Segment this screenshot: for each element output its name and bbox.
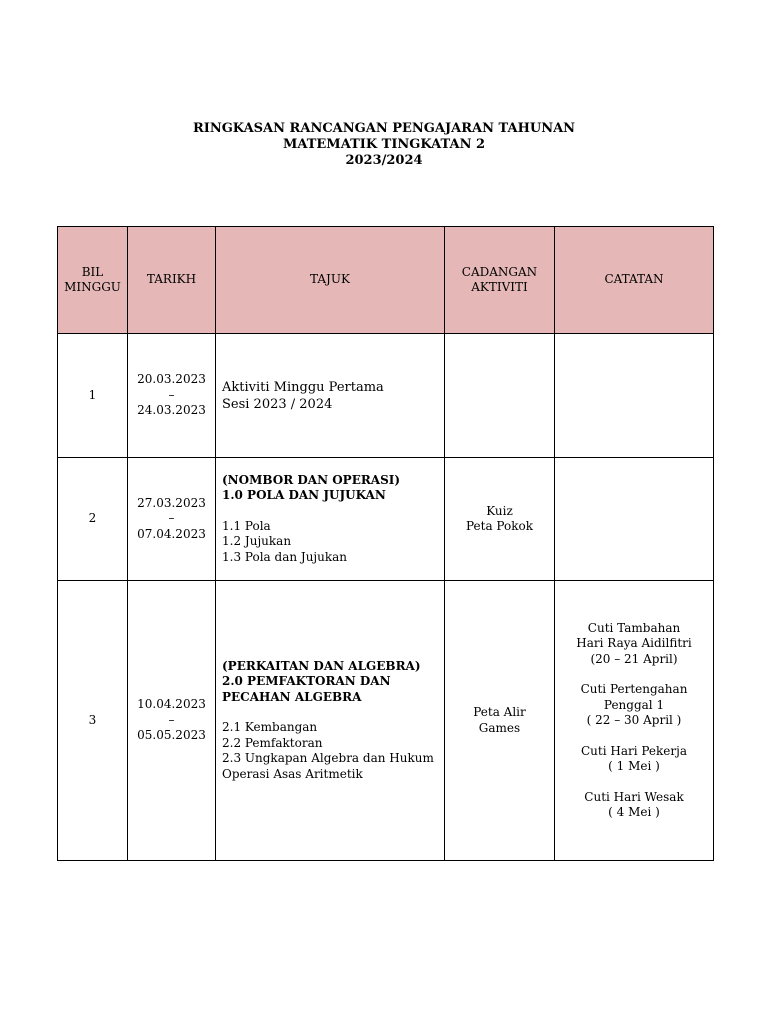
date-end: 05.05.2023 xyxy=(137,728,206,743)
cell-bil: 3 xyxy=(58,581,128,861)
subtopic: 1.1 Pola xyxy=(222,518,271,533)
catatan-line: (20 – 21 April) xyxy=(590,651,678,666)
tajuk-line: Aktiviti Minggu Pertama xyxy=(222,379,384,395)
tajuk-heading: (NOMBOR DAN OPERASI) xyxy=(222,472,401,487)
table-header-row xyxy=(58,227,714,334)
catatan-line: ( 4 Mei ) xyxy=(608,805,660,819)
catatan-line: Cuti Hari Wesak xyxy=(584,789,684,804)
tajuk-heading: 2.0 PEMFAKTORAN DAN xyxy=(222,674,391,689)
title-line-2: MATEMATIK TINGKATAN 2 xyxy=(282,137,486,152)
header-bil-line1: BIL xyxy=(81,264,104,279)
header-catatan: CATATAN xyxy=(555,227,714,334)
cell-aktiviti xyxy=(445,334,555,458)
cell-catatan xyxy=(555,458,714,581)
date-separator: – xyxy=(168,511,175,526)
aktiviti-item: Games xyxy=(478,720,521,735)
catatan-line: ( 22 – 30 April ) xyxy=(586,713,682,727)
cell-tajuk xyxy=(216,581,445,861)
header-cadangan-aktiviti xyxy=(445,227,555,334)
aktiviti-item: Peta Alir xyxy=(473,705,526,719)
lesson-plan-table xyxy=(57,226,714,861)
subtopic: 1.2 Jujukan xyxy=(222,534,292,549)
cell-aktiviti xyxy=(445,581,555,861)
header-tarikh: TARIKH xyxy=(128,227,216,334)
aktiviti-item: Peta Pokok xyxy=(465,519,533,533)
cell-tarikh xyxy=(128,334,216,458)
subtopic: Operasi Asas Aritmetik xyxy=(222,766,363,781)
catatan-line: Hari Raya Aidilfitri xyxy=(576,636,692,650)
cell-tajuk xyxy=(216,458,445,581)
tajuk-line: Sesi 2023 / 2024 xyxy=(222,396,333,412)
table-row xyxy=(58,581,714,861)
subtopic: 2.1 Kembangan xyxy=(222,720,318,735)
subtopic: 1.3 Pola dan Jujukan xyxy=(222,549,348,564)
catatan-line: Cuti Hari Pekerja xyxy=(580,743,687,758)
tajuk-heading: 1.0 POLA DAN JUJUKAN xyxy=(222,488,386,503)
date-start: 20.03.2023 xyxy=(137,372,206,387)
title-line-3: 2023/2024 xyxy=(345,153,423,168)
tajuk-heading: (PERKAITAN DAN ALGEBRA) xyxy=(222,658,421,673)
cell-catatan xyxy=(555,581,714,861)
cell-aktiviti xyxy=(445,458,555,581)
catatan-line: Cuti Tambahan xyxy=(587,620,681,635)
cell-bil: 1 xyxy=(58,334,128,458)
header-bil-line2: MINGGU xyxy=(64,280,121,294)
table-row xyxy=(58,458,714,581)
date-start: 10.04.2023 xyxy=(137,697,206,712)
cell-tarikh xyxy=(128,581,216,861)
tajuk-heading: PECAHAN ALGEBRA xyxy=(222,689,362,704)
subtopic: 2.3 Ungkapan Algebra dan Hukum xyxy=(222,751,434,766)
date-start: 27.03.2023 xyxy=(137,495,206,510)
date-end: 24.03.2023 xyxy=(137,403,206,418)
cell-tarikh xyxy=(128,458,216,581)
date-separator: – xyxy=(168,387,175,402)
aktiviti-item: Kuiz xyxy=(486,503,513,518)
table-row xyxy=(58,334,714,458)
date-separator: – xyxy=(168,712,175,727)
document-title xyxy=(0,121,768,169)
catatan-line: Penggal 1 xyxy=(603,697,665,712)
header-cadangan-line1: CADANGAN xyxy=(461,264,538,279)
date-end: 07.04.2023 xyxy=(137,526,206,541)
header-tajuk: TAJUK xyxy=(216,227,445,334)
cell-bil: 2 xyxy=(58,458,128,581)
header-bil-minggu xyxy=(58,227,128,334)
title-line-1: RINGKASAN RANCANGAN PENGAJARAN TAHUNAN xyxy=(192,121,576,136)
catatan-line: ( 1 Mei ) xyxy=(608,759,660,773)
cell-catatan xyxy=(555,334,714,458)
cell-tajuk xyxy=(216,334,445,458)
subtopic: 2.2 Pemfaktoran xyxy=(222,735,323,750)
header-cadangan-line2: AKTIVITI xyxy=(471,280,528,294)
catatan-line: Cuti Pertengahan xyxy=(580,682,688,696)
